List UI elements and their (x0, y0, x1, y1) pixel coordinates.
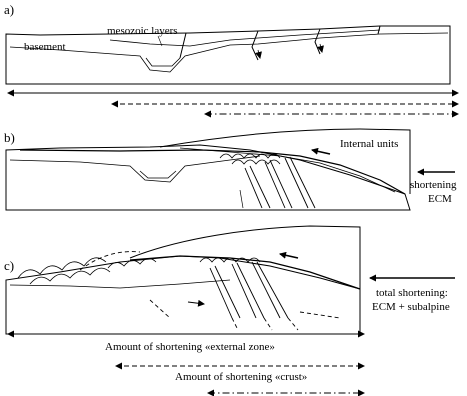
panel-c-small-arrow (188, 302, 204, 304)
panel-b (4, 129, 457, 210)
panel-b-thrust-arrow (312, 150, 330, 154)
panel-c-arrow-line1: total shortening: (376, 287, 448, 299)
panel-b-label-internal: Internal units (340, 138, 399, 150)
panel-c-arrow-line2: ECM + subalpine (372, 301, 450, 313)
panel-b-arrow-line1: shortening (410, 179, 457, 191)
panel-c-basement-top (10, 280, 230, 288)
panel-b-basement-top (10, 156, 260, 182)
panel-a-label-mesozoic: mesozoic layers (107, 25, 178, 37)
panel-b-basement-slices (245, 157, 315, 208)
measure-external-zone-label: Amount of shortening «external zone» (105, 341, 275, 353)
panel-b-arrow-line2: ECM (428, 193, 452, 205)
measure-crust-label: Amount of shortening «crust» (175, 371, 308, 383)
bottom-measurements (8, 334, 364, 393)
panel-c-dashed-extensions (150, 300, 340, 330)
panel-c (4, 226, 455, 334)
panel-b-section-outline (6, 145, 410, 210)
panel-c-main-thrust (130, 256, 360, 289)
panel-b-letter: b) (4, 130, 15, 145)
panel-b-vertical-fault (240, 190, 243, 208)
panel-a-label-basement: basement (24, 41, 66, 53)
panel-c-frontal-folds (18, 258, 156, 284)
panel-c-basement-slices (210, 262, 288, 318)
panel-c-letter: c) (4, 258, 15, 273)
panel-b-basin-fill (140, 171, 176, 178)
panel-a (4, 2, 458, 114)
panel-c-thrust-arrow (280, 254, 298, 258)
panel-a-section-outline (6, 26, 450, 84)
panel-a-fault-slip-arrows (258, 44, 322, 58)
panel-a-basement-top (10, 33, 448, 72)
panel-a-letter: a) (4, 2, 15, 17)
panel-a-basin-fill (146, 58, 180, 66)
